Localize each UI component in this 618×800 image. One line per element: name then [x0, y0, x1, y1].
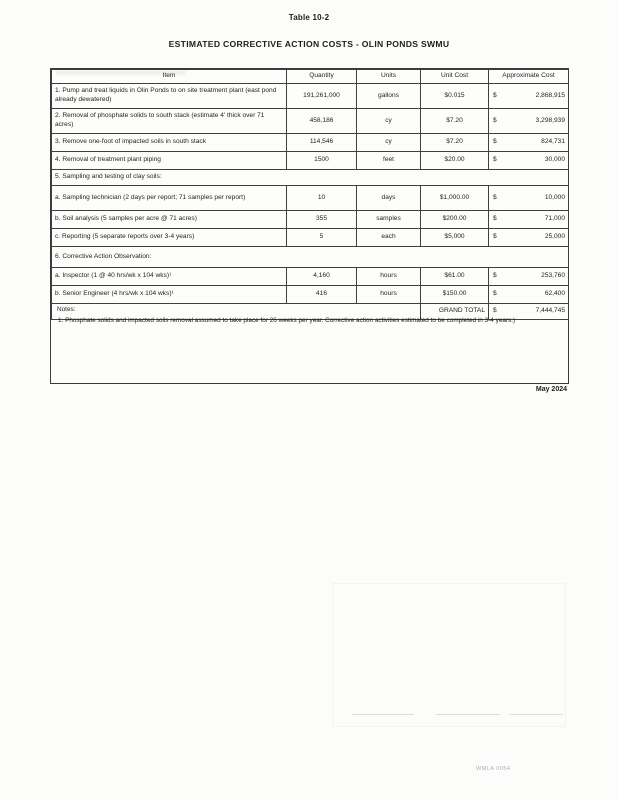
quantity-cell: 458,186: [287, 109, 357, 134]
currency-sign: $: [493, 156, 497, 164]
cost-amount: 25,000: [544, 233, 565, 241]
unit-cost-cell: $5,000: [421, 229, 489, 247]
cost-amount: 62,400: [544, 290, 565, 298]
notes-label: Notes:: [57, 306, 76, 313]
quantity-cell: 4,160: [287, 268, 357, 286]
unit-cost-cell: $1,000.00: [421, 186, 489, 211]
currency-sign: $: [493, 290, 497, 298]
approx-cost-cell: [489, 186, 569, 211]
units-cell: each: [357, 229, 421, 247]
unit-cost-cell: $7.20: [421, 134, 489, 152]
table-outer-frame: [50, 68, 569, 384]
currency-sign: $: [493, 193, 497, 201]
header-unit-cost: Unit Cost: [421, 70, 489, 84]
units-cell: days: [357, 186, 421, 211]
quantity-cell: 1500: [287, 152, 357, 170]
currency-sign: $: [493, 272, 497, 280]
currency-sign: $: [493, 138, 497, 146]
item-cell: 3. Remove one-foot of impacted soils in south stack: [52, 134, 287, 152]
units-cell: samples: [357, 211, 421, 229]
table-row: [52, 152, 569, 170]
quantity-cell: 114,546: [287, 134, 357, 152]
header-quantity: Quantity: [287, 70, 357, 84]
cost-amount: 10,000: [544, 193, 565, 201]
notes-section: [57, 305, 557, 325]
approx-cost-cell: [489, 286, 569, 304]
table-row: [52, 229, 569, 247]
quantity-cell: 10: [287, 186, 357, 211]
unit-cost-cell: $61.00: [421, 268, 489, 286]
header-approximate-cost: Approximate Cost: [489, 70, 569, 84]
cost-amount: 2,868,915: [535, 91, 565, 99]
section-row: [52, 247, 569, 268]
currency-sign: $: [493, 91, 497, 99]
item-cell: b. Soil analysis (5 samples per acre @ 71 acres): [52, 211, 287, 229]
unit-cost-cell: $200.00: [421, 211, 489, 229]
section-label: 6. Corrective Action Observation:: [52, 247, 569, 268]
item-cell: c. Reporting (5 separate reports over 3-4 years): [52, 229, 287, 247]
units-cell: gallons: [357, 84, 421, 109]
units-cell: cy: [357, 134, 421, 152]
document-subtitle: ESTIMATED CORRECTIVE ACTION COSTS - OLIN PONDS SWMU: [168, 39, 450, 49]
unit-cost-cell: $7.20: [421, 109, 489, 134]
scan-artifact-dash: [509, 714, 563, 715]
item-cell: 2. Removal of phosphate solids to south stack (estimate 4' thick over 71 acres): [52, 109, 287, 134]
cost-amount: 30,000: [544, 156, 565, 164]
scan-artifact-box: [332, 583, 566, 727]
approx-cost-cell: [489, 84, 569, 109]
table-row: [52, 84, 569, 109]
table-row: [52, 186, 569, 211]
cost-amount: 3,298,939: [535, 116, 565, 124]
header-units: Units: [357, 70, 421, 84]
unit-cost-cell: $20.00: [421, 152, 489, 170]
units-cell: hours: [357, 286, 421, 304]
table-row: [52, 268, 569, 286]
currency-sign: $: [493, 116, 497, 124]
unit-cost-cell: $150.00: [421, 286, 489, 304]
unit-cost-cell: $0.015: [421, 84, 489, 109]
document-watermark: WMLA 0054: [476, 766, 511, 772]
cost-amount: 824,731: [541, 138, 565, 146]
quantity-cell: 191,261,000: [287, 84, 357, 109]
item-cell: b. Senior Engineer (4 hrs/wk x 104 wks)¹: [52, 286, 287, 304]
table-row: [52, 286, 569, 304]
currency-sign: $: [493, 215, 497, 223]
table-row: [52, 211, 569, 229]
approx-cost-cell: [489, 152, 569, 170]
approx-cost-cell: [489, 229, 569, 247]
item-cell: a. Inspector (1 @ 40 hrs/wk x 104 wks)¹: [52, 268, 287, 286]
units-cell: cy: [357, 109, 421, 134]
scan-artifact-dash: [436, 714, 500, 715]
section-label: 5. Sampling and testing of clay soils:: [52, 170, 569, 186]
scan-artifact-smudge: [56, 70, 186, 75]
quantity-cell: 5: [287, 229, 357, 247]
item-cell: 1. Pump and treat liquids in Olin Ponds to on site treatment plant (east pond already dewatered): [52, 84, 287, 109]
cost-amount: 253,760: [541, 272, 565, 280]
note-text: 1. Phosphate solids and impacted soils removal assumed to take place for 26 weeks per year. Corrective action activities estimated to be completed in 3-4 years.): [58, 316, 516, 324]
approx-cost-cell: [489, 134, 569, 152]
currency-sign: $: [493, 233, 497, 241]
cost-table: [51, 69, 569, 320]
approx-cost-cell: [489, 211, 569, 229]
units-cell: feet: [357, 152, 421, 170]
quantity-cell: 355: [287, 211, 357, 229]
grand-total-amount: 7,444,745: [535, 307, 565, 315]
units-cell: hours: [357, 268, 421, 286]
item-cell: a. Sampling technician (2 days per report; 71 samples per report): [52, 186, 287, 211]
document-title: Table 10-2: [288, 13, 330, 22]
table-row: [52, 134, 569, 152]
quantity-cell: 416: [287, 286, 357, 304]
grand-total-label: GRAND TOTAL: [421, 304, 489, 320]
table-row: [52, 109, 569, 134]
approx-cost-cell: [489, 109, 569, 134]
header-item: Item: [52, 70, 287, 84]
section-row: [52, 170, 569, 186]
document-date: May 2024: [535, 386, 567, 393]
scan-artifact-dash: [352, 714, 414, 715]
item-cell: 4. Removal of treatment plant piping: [52, 152, 287, 170]
cost-amount: 71,000: [544, 215, 565, 223]
approx-cost-cell: [489, 268, 569, 286]
currency-sign: $: [493, 307, 497, 315]
